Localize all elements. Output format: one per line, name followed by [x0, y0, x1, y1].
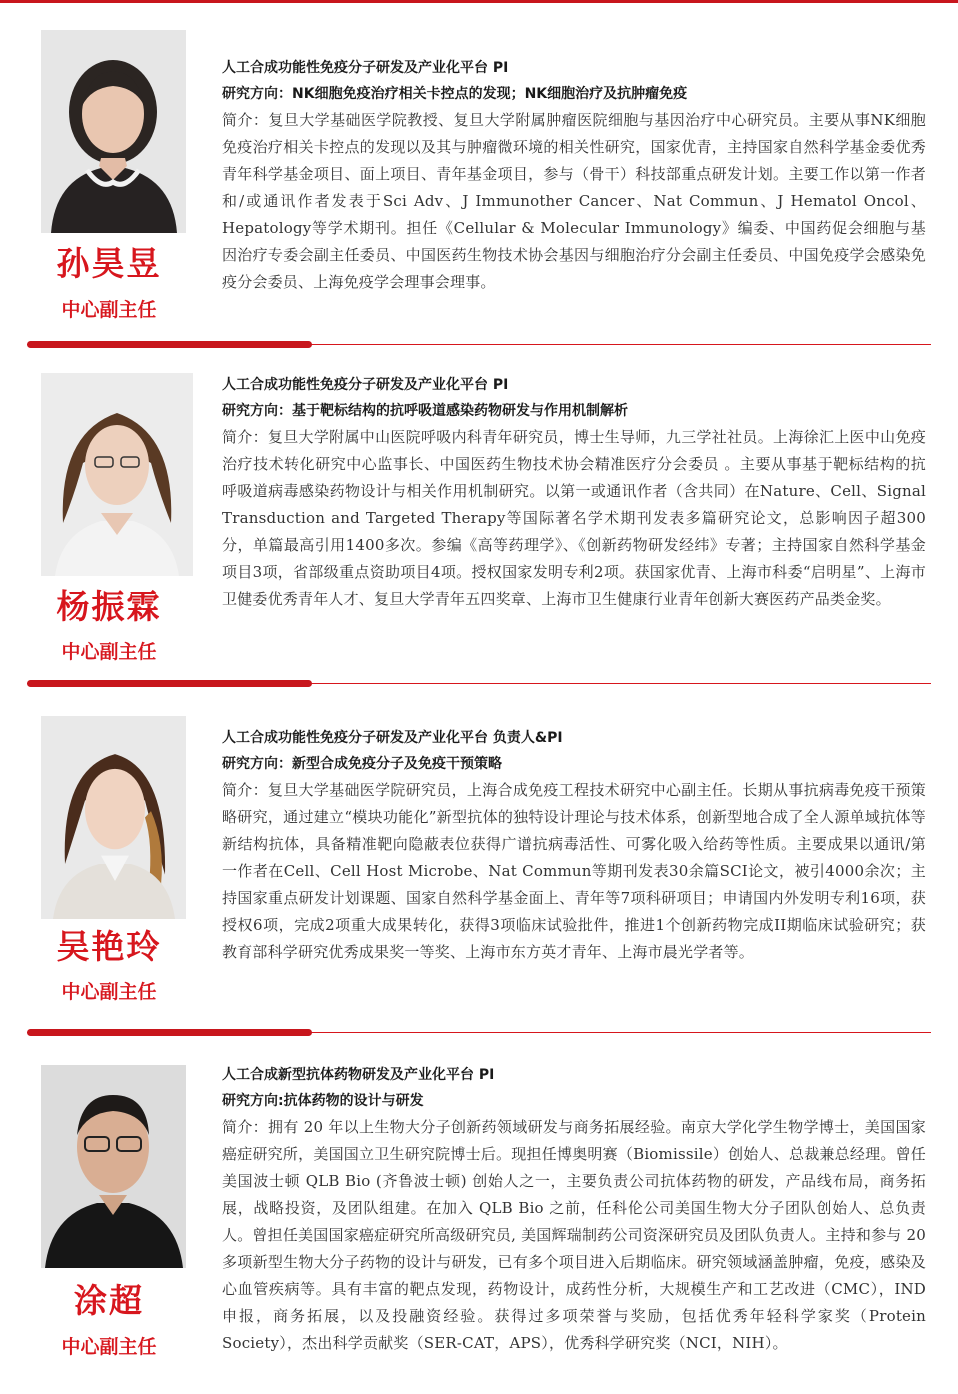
person-role: 中心副主任 [61, 641, 157, 663]
person-role: 中心副主任 [61, 1336, 157, 1358]
profile-text [222, 725, 926, 966]
bio-text: 简介：复旦大学基础医学院研究员，上海合成免疫工程技术研究中心副主任。长期从事抗病毒免疫干预策略研究，通过建立“模块功能化”新型抗体的独特设计理论与技术体系，创新型地合成了全人源单域抗体等新结构抗体，具备精准靶向隐蔽表位获得广谱抗病毒活性、可雾化吸入给药等性质。主要成果以通讯/第一作者在Cell、Cell Host Microbe、Nat Commun等期刊发表30余篇SCI论文，被引4000余次；主持国家重点研发计划课题、国家自然科学基金面上、青年等7项科研项目；申请国内外发明专利16项，获授权6项，完成2项重大成果转化，获得3项临床试验批件，推进1个创新药物完成II期临床试验研究；获教育部科学研究优秀成果奖一等奖、上海市东方英才青年、上海市晨光学者等。 [222, 781, 926, 961]
research-direction: 研究方向：基于靶标结构的抗呼吸道感染药物研发与作用机制解析 [222, 403, 628, 419]
person-name: 涂超 [74, 1281, 144, 1320]
bio-text: 简介：复旦大学附属中山医院呼吸内科青年研究员，博士生导师，九三学社社员。上海徐汇上医中山免疫治疗技术转化研究中心监事长、中国医药生物技术协会精准医疗分会委员 。主要从事基于靶标结构的抗呼吸道病毒感染药物设计与相关作用机制研究。以第一或通讯作者（含共同）在Nature、Cell、Signal Transduction and Targeted Therapy等国际著名学术期刊发表多篇研究论文，总影响因子超300分，单篇最高引用1400多次。参编《高等药理学》、《创新药物研发经纬》专著；主持国家自然科学基金项目3项，省部级重点资助项目4项。授权国家发明专利2项。获国家优青、上海市科委“启明星”、上海市卫健委优秀青年人才、复旦大学青年五四奖章、上海市卫生健康行业青年创新大赛医药产品类金奖。 [222, 428, 926, 608]
platform-title: 人工合成新型抗体药物研发及产业化平台 PI [222, 1067, 495, 1083]
section-divider [27, 679, 931, 689]
person-name: 孙昊昱 [56, 244, 162, 283]
research-direction: 研究方向：NK细胞免疫治疗相关卡控点的发现；NK细胞治疗及抗肿瘤免疫 [222, 86, 688, 102]
bio-text: 简介：复旦大学基础医学院教授、复旦大学附属肿瘤医院细胞与基因治疗中心研究员。主要从事NK细胞免疫治疗相关卡控点的发现以及其与肿瘤微环境的相关性研究，国家优青，主持国家自然科学基金委优秀青年科学基金项目、面上项目、青年基金项目，参与（骨干）科技部重点研发计划。主要工作以第一作者和/或通讯作者发表于Sci Adv、J Immunother Cancer、Nat Commun、J Hematol Oncol、Hepatology等学术期刊。担任《Cellular & Molecular Immunology》编委、中国药促会细胞与基因治疗专委会副主任委员、中国医药生物技术协会基因与细胞治疗分会副主任委员、中国免疫学会感染免疫分会委员、上海免疫学会理事会理事。 [222, 111, 926, 291]
profile-text [222, 55, 926, 296]
bio-text: 简介：拥有 20 年以上生物大分子创新药领域研发与商务拓展经验。南京大学化学生物学博士，美国国家癌症研究所，美国国立卫生研究院博士后。现担任博奥明赛（Biomissile）创始人、总裁兼总经理。曾任美国波士顿 QLB Bio (齐鲁波士顿) 创始人之一，主要负责公司抗体药物的研发，产品线布局，商务拓展，战略投资，及团队组建。在加入 QLB Bio 之前，任科伦公司美国生物大分子团队创始人、总负责人。曾担任美国国家癌症研究所高级研究员, 美国辉瑞制药公司资深研究员及团队负责人。主持和参与 20 多项新型生物大分子药物的设计与研发，已有多个项目进入后期临床。研究领域涵盖肿瘤，免疫，感染及心血管疾病等。具有丰富的靶点发现，药物设计，成药性分析，大规模生产和工艺改进（CMC），IND 申报，商务拓展，以及投融资经验。获得过多项荣誉与奖励，包括优秀年轻科学家奖（Protein Society），杰出科学贡献奖（SER-CAT，APS），优秀科学研究奖（NCI，NIH）。 [222, 1118, 926, 1352]
portrait-photo [41, 1065, 186, 1268]
portrait-icon [41, 30, 186, 233]
portrait-icon [41, 373, 193, 576]
section-divider [27, 1028, 931, 1038]
portrait-photo [41, 716, 186, 919]
person-name: 吴艳玲 [56, 927, 162, 966]
portrait-icon [41, 716, 186, 919]
platform-title: 人工合成功能性免疫分子研发及产业化平台 负责人&PI [222, 730, 563, 746]
platform-title: 人工合成功能性免疫分子研发及产业化平台 PI [222, 377, 509, 393]
platform-title: 人工合成功能性免疫分子研发及产业化平台 PI [222, 60, 509, 76]
research-direction: 研究方向：新型合成免疫分子及免疫干预策略 [222, 756, 502, 772]
profile-text [222, 1062, 926, 1357]
person-name: 杨振霖 [56, 587, 162, 626]
profile-text [222, 372, 926, 613]
research-direction: 研究方向:抗体药物的设计与研发 [222, 1093, 424, 1109]
portrait-photo [41, 373, 193, 576]
section-divider [27, 340, 931, 350]
person-role: 中心副主任 [61, 299, 157, 321]
portrait-icon [41, 1065, 186, 1268]
top-rule [0, 0, 958, 3]
portrait-photo [41, 30, 186, 233]
person-role: 中心副主任 [61, 981, 157, 1003]
